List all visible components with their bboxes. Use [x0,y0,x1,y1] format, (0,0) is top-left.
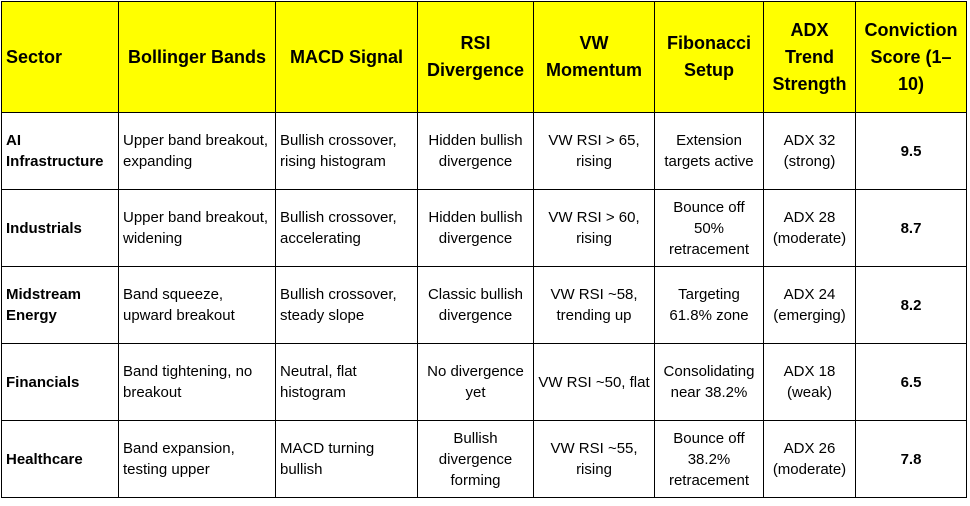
table-row [2,190,967,267]
vw-momentum-cell: VW RSI ~50, flat [534,344,655,421]
vw-momentum-cell: VW RSI > 65, rising [534,113,655,190]
fibonacci-cell: Consolidating near 38.2% [655,344,764,421]
sector-cell: Financials [2,344,119,421]
rsi-cell: Bullish divergence forming [418,421,534,498]
table-row [2,113,967,190]
header-sector: Sector [2,2,119,113]
conviction-score-cell: 9.5 [856,113,967,190]
adx-cell: ADX 18 (weak) [764,344,856,421]
header-row [2,2,967,113]
adx-cell: ADX 32 (strong) [764,113,856,190]
rsi-cell: Hidden bullish divergence [418,190,534,267]
bollinger-cell: Band tightening, no breakout [119,344,276,421]
rsi-cell: Classic bullish divergence [418,267,534,344]
fibonacci-cell: Extension targets active [655,113,764,190]
fibonacci-cell: Bounce off 38.2% retracement [655,421,764,498]
macd-cell: Bullish crossover, accelerating [276,190,418,267]
conviction-score-cell: 8.2 [856,267,967,344]
table-row [2,267,967,344]
adx-cell: ADX 24 (emerging) [764,267,856,344]
header-vw-momentum: VW Momentum [534,2,655,113]
conviction-score-cell: 7.8 [856,421,967,498]
header-bollinger-bands: Bollinger Bands [119,2,276,113]
bollinger-cell: Band squeeze, upward breakout [119,267,276,344]
bollinger-cell: Upper band breakout, widening [119,190,276,267]
sector-cell: Healthcare [2,421,119,498]
sector-technical-table [1,1,967,498]
macd-cell: MACD turning bullish [276,421,418,498]
rsi-cell: No divergence yet [418,344,534,421]
vw-momentum-cell: VW RSI > 60, rising [534,190,655,267]
macd-cell: Neutral, flat histogram [276,344,418,421]
header-rsi-divergence: RSI Divergence [418,2,534,113]
conviction-score-cell: 6.5 [856,344,967,421]
macd-cell: Bullish crossover, steady slope [276,267,418,344]
table-row [2,421,967,498]
header-adx-trend-strength: ADX Trend Strength [764,2,856,113]
sector-cell: Midstream Energy [2,267,119,344]
rsi-cell: Hidden bullish divergence [418,113,534,190]
fibonacci-cell: Targeting 61.8% zone [655,267,764,344]
bollinger-cell: Band expansion, testing upper [119,421,276,498]
bollinger-cell: Upper band breakout, expanding [119,113,276,190]
header-fibonacci-setup: Fibonacci Setup [655,2,764,113]
adx-cell: ADX 26 (moderate) [764,421,856,498]
header-conviction-score: Conviction Score (1–10) [856,2,967,113]
sector-cell: AI Infrastructure [2,113,119,190]
vw-momentum-cell: VW RSI ~58, trending up [534,267,655,344]
conviction-score-cell: 8.7 [856,190,967,267]
sector-cell: Industrials [2,190,119,267]
adx-cell: ADX 28 (moderate) [764,190,856,267]
macd-cell: Bullish crossover, rising histogram [276,113,418,190]
table-row [2,344,967,421]
vw-momentum-cell: VW RSI ~55, rising [534,421,655,498]
header-macd-signal: MACD Signal [276,2,418,113]
fibonacci-cell: Bounce off 50% retracement [655,190,764,267]
